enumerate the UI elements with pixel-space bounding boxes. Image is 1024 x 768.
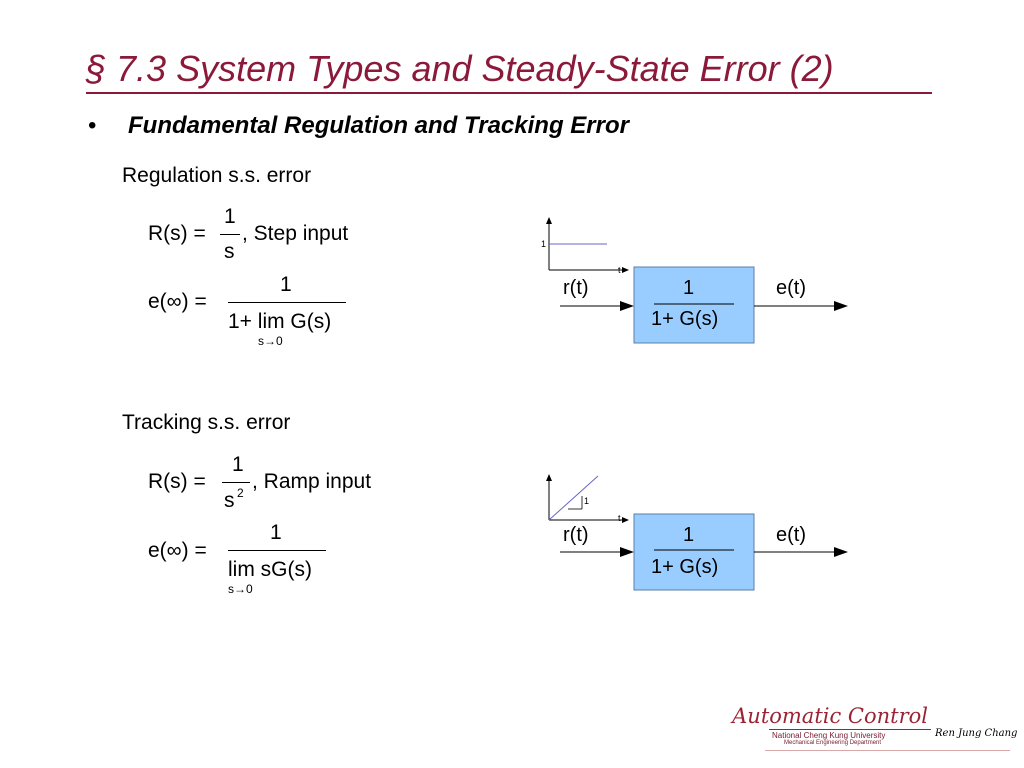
tracking-input-arrowhead <box>620 547 634 557</box>
tracking-slope-label: 1 <box>584 496 590 506</box>
regulation-output-label: e(t) <box>776 277 806 299</box>
regulation-R-numerator: 1 <box>224 205 236 228</box>
tracking-ramp-t-label: t <box>618 513 621 523</box>
tracking-e-numerator: 1 <box>270 521 282 544</box>
tracking-input-label: r(t) <box>563 524 589 546</box>
regulation-e-numerator: 1 <box>280 273 292 296</box>
footer-rule <box>765 750 1010 751</box>
regulation-e-lhs: e(∞) = <box>148 290 207 313</box>
tracking-R-lhs: R(s) = <box>148 470 206 493</box>
tracking-e-fraction-bar <box>228 550 326 551</box>
footer-logo: Automatic Control <box>732 704 928 728</box>
regulation-label: Regulation s.s. error <box>122 164 312 187</box>
regulation-input-label: r(t) <box>563 277 589 299</box>
tracking-R-suffix: , Ramp input <box>252 470 372 493</box>
regulation-output-arrowhead <box>834 301 848 311</box>
title-underline <box>86 92 932 94</box>
footer-author-signature: Ren Jung Chang <box>935 728 1018 739</box>
tracking-R-numerator: 1 <box>232 453 244 476</box>
regulation-input-arrowhead <box>620 301 634 311</box>
regulation-e-limit: s→0 <box>258 334 283 348</box>
tracking-e-denominator: lim sG(s) <box>228 558 312 581</box>
slide-title: § 7.3 System Types and Steady-State Error (2) <box>86 48 834 89</box>
tracking-R-denominator: s <box>224 489 235 512</box>
tracking-e-lhs: e(∞) = <box>148 539 207 562</box>
regulation-block-numerator: 1 <box>683 277 695 299</box>
regulation-R-lhs: R(s) = <box>148 222 206 245</box>
regulation-R-suffix: , Step input <box>242 222 349 245</box>
footer-department: Mechanical Engineering Department <box>784 740 882 746</box>
tracking-ramp-signal <box>549 476 598 520</box>
regulation-R-fraction-bar <box>220 234 240 235</box>
regulation-step-t-label: t <box>618 265 621 275</box>
tracking-block-numerator: 1 <box>683 524 695 546</box>
tracking-output-label: e(t) <box>776 524 806 546</box>
bullet-marker: • <box>88 112 97 139</box>
footer-university: National Cheng Kung University <box>772 731 886 740</box>
tracking-output-arrowhead <box>834 547 848 557</box>
tracking-ramp-x-arrow <box>622 517 629 523</box>
footer-logo-underline <box>769 729 931 730</box>
tracking-label: Tracking s.s. error <box>122 411 291 434</box>
regulation-block-denominator: 1+ G(s) <box>651 308 719 330</box>
tracking-R-fraction-bar <box>222 482 250 483</box>
regulation-R-denominator: s <box>224 240 235 263</box>
regulation-step-y-arrow <box>546 217 552 224</box>
tracking-R-exponent: 2 <box>237 486 244 500</box>
regulation-step-tick-label: 1 <box>541 239 547 249</box>
tracking-e-limit: s→0 <box>228 582 253 596</box>
regulation-step-x-arrow <box>622 267 629 273</box>
tracking-block-denominator: 1+ G(s) <box>651 556 719 578</box>
regulation-e-fraction-bar <box>228 302 346 303</box>
section-heading: Fundamental Regulation and Tracking Error <box>128 112 629 139</box>
regulation-e-denominator: 1+ lim G(s) <box>228 310 332 333</box>
tracking-ramp-y-arrow <box>546 474 552 481</box>
